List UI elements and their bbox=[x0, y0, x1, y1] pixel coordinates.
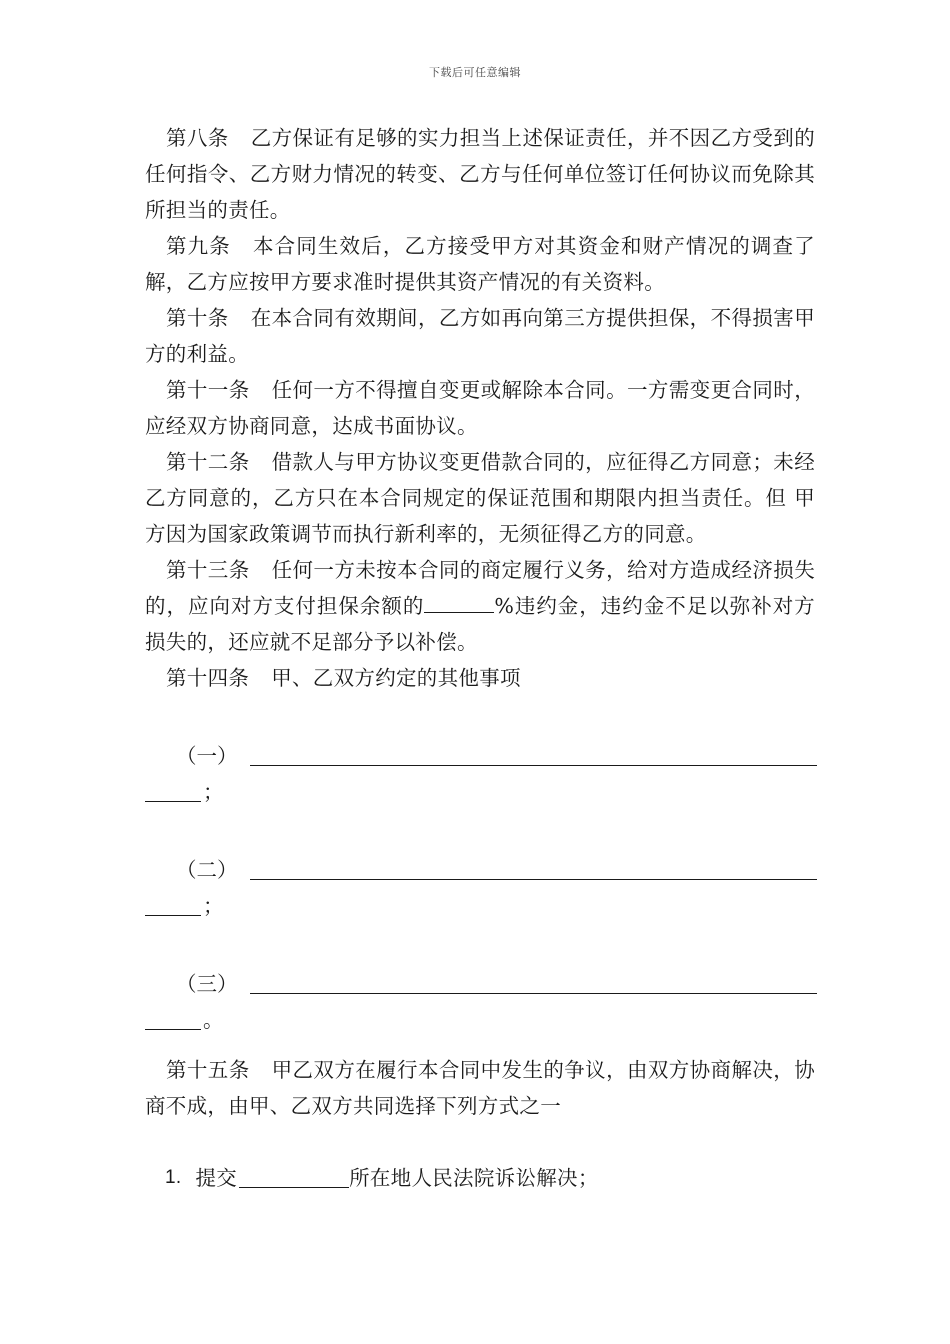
article-number: 第十条 bbox=[166, 306, 229, 330]
article-text: 借款人与甲方协议变更借款合同的，应征得乙方同意；未经乙方同意的，乙方只在本合同规定的保证范围和期限内担当责任。但 甲方因为国家政策调节而执行新利率的，无须征得乙方的同意。 bbox=[145, 450, 815, 546]
article-number: 第十四条 bbox=[166, 666, 250, 690]
item-blank-line[interactable] bbox=[250, 747, 817, 766]
article-13 bbox=[145, 552, 815, 660]
document-body bbox=[145, 120, 815, 1196]
item-end-punct: ； bbox=[203, 894, 224, 918]
article-text-after-blank: %违约金，违约金不足以弥补对方损失的，还应就不足部分予以补偿。 bbox=[145, 594, 815, 654]
option-text-after: 所在地人民法院诉讼解决； bbox=[349, 1166, 599, 1190]
article-text: 甲乙双方在履行本合同中发生的争议，由双方协商解决，协商不成，由甲、乙双方共同选择下列方式之一 bbox=[145, 1058, 815, 1118]
article-14 bbox=[145, 660, 815, 696]
item-blank-line[interactable] bbox=[250, 861, 817, 880]
article-11 bbox=[145, 372, 815, 444]
article-number: 第十五条 bbox=[166, 1058, 250, 1082]
article-text: 本合同生效后，乙方接受甲方对其资金和财产情况的调查了解，乙方应按甲方要求准时提供其资产情况的有关资料。 bbox=[145, 234, 815, 294]
article-8 bbox=[145, 120, 815, 228]
article-text: 在本合同有效期间，乙方如再向第三方提供担保，不得损害甲方的利益。 bbox=[145, 306, 815, 366]
option-number: 1. bbox=[165, 1167, 182, 1188]
article-12 bbox=[145, 444, 815, 552]
item-label: （二） bbox=[176, 858, 238, 882]
item-end-punct: 。 bbox=[203, 1008, 224, 1032]
article-10 bbox=[145, 300, 815, 372]
article-text-before-blank: 任何一方未按本合同的商定履行义务，给对方造成经济损失的，应向对方支付担保余额的 bbox=[145, 558, 815, 618]
article-text: 任何一方不得擅自变更或解除本合同。一方需变更合同时，应经双方协商同意，达成书面协议。 bbox=[145, 378, 815, 438]
option-text-before: 提交 bbox=[195, 1166, 238, 1190]
article-number: 第十一条 bbox=[166, 378, 250, 402]
court-location-blank[interactable] bbox=[239, 1169, 349, 1188]
item-blank-continuation[interactable] bbox=[145, 1011, 201, 1030]
item-label: （一） bbox=[176, 744, 238, 768]
item-blank-continuation[interactable] bbox=[145, 897, 201, 916]
other-matter-item-1 bbox=[145, 738, 815, 810]
item-blank-line[interactable] bbox=[250, 975, 817, 994]
other-matter-item-3 bbox=[145, 966, 815, 1038]
article-text: 乙方保证有足够的实力担当上述保证责任，并不因乙方受到的任何指令、乙方财力情况的转变、乙方与任何单位签订任何协议而免除其所担当的责任。 bbox=[145, 126, 815, 222]
page-header: 下载后可任意编辑 bbox=[429, 66, 521, 79]
article-9 bbox=[145, 228, 815, 300]
article-number: 第十三条 bbox=[166, 558, 250, 582]
penalty-percent-blank[interactable] bbox=[424, 594, 494, 613]
article-15 bbox=[145, 1052, 815, 1124]
item-blank-continuation[interactable] bbox=[145, 783, 201, 802]
article-text: 甲、乙双方约定的其他事项 bbox=[271, 666, 521, 690]
article-number: 第十二条 bbox=[166, 450, 250, 474]
article-number: 第九条 bbox=[166, 234, 231, 258]
item-label: （三） bbox=[176, 972, 238, 996]
article-number: 第八条 bbox=[166, 126, 229, 150]
item-end-punct: ； bbox=[203, 780, 224, 804]
other-matter-item-2 bbox=[145, 852, 815, 924]
dispute-option-1 bbox=[145, 1160, 815, 1196]
